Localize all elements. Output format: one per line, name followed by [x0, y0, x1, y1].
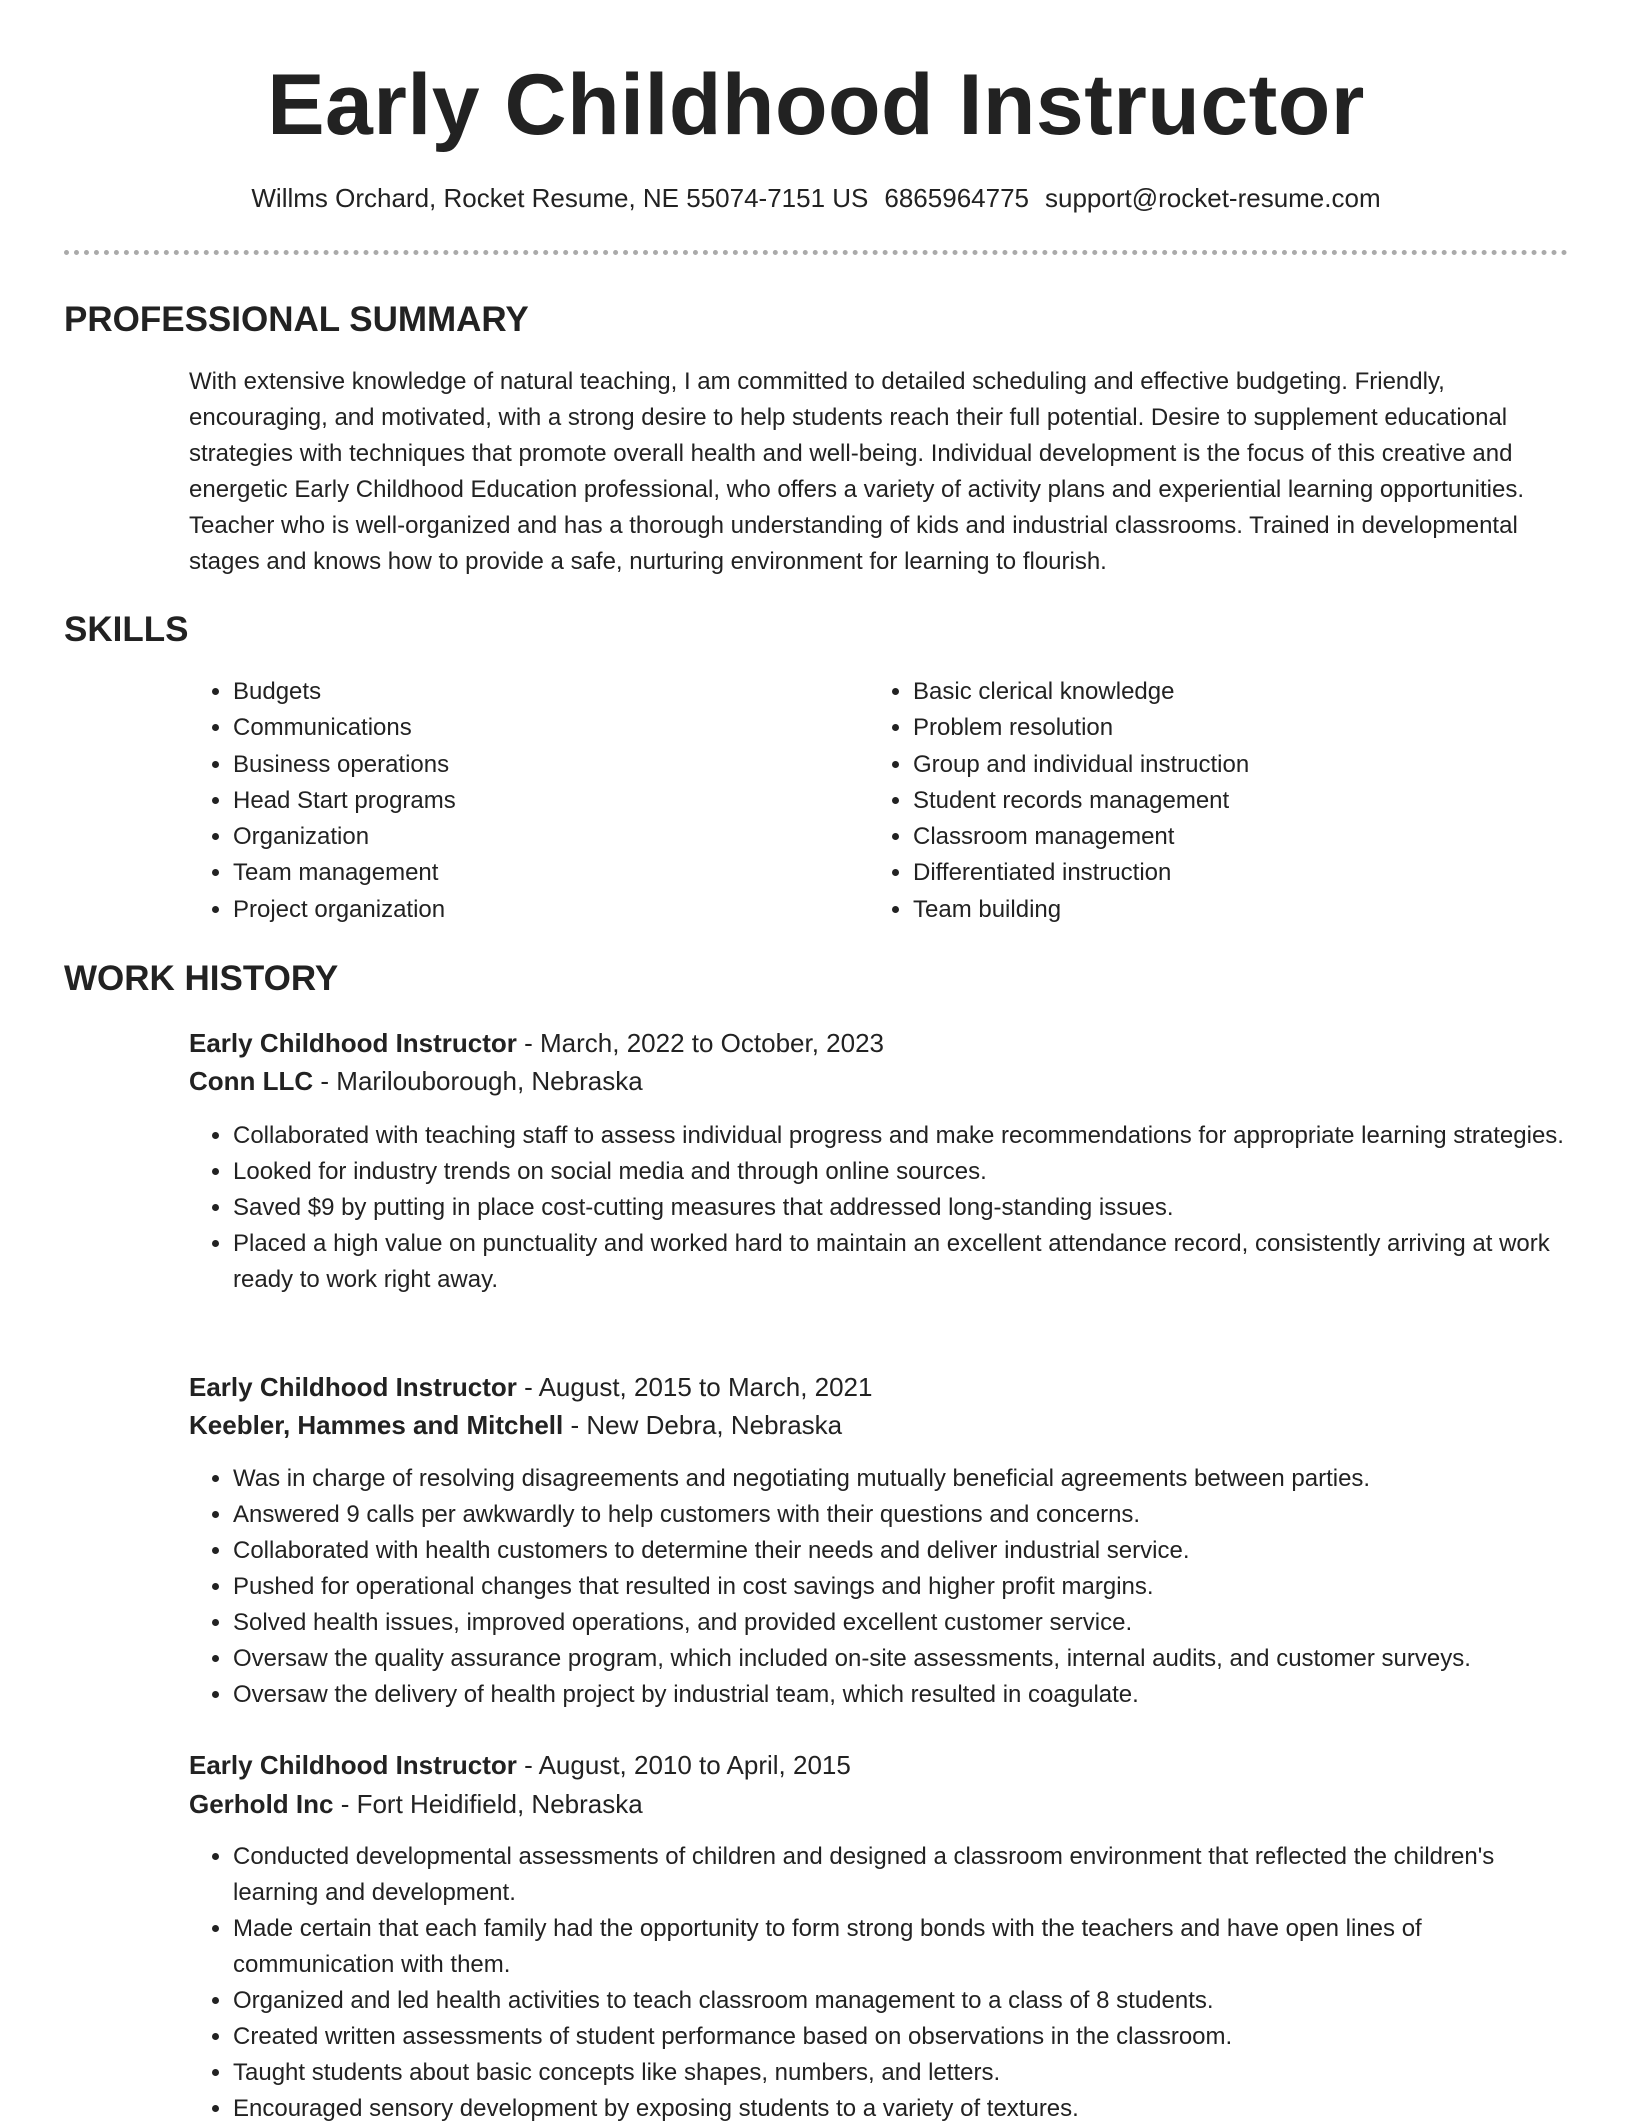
job-company: Conn LLC [189, 1066, 314, 1096]
summary-text: With extensive knowledge of natural teaching, I am committed to detailed scheduling and effective budgeting. Friendly, encouraging, and motivated, with a strong desire to help students reach their full potential. Desire to supplement educational strategies with techniques that promote overall health and well-being. Individual development is the focus of this creative and energetic Early Childhood Education professional, who offers a variety of activity plans and experiential learning opportunities. Teacher who is well-organized and has a thorough understanding of kids and industrial classrooms. Trained in developmental stages and knows how to provide a safe, nurturing environment for learning to flourish. [189, 368, 1524, 575]
job-bullet: • Pushed for operational changes that resulted in cost savings and higher profit margins. [233, 1569, 1569, 1605]
job-bullet: • Looked for industry trends on social media and through online sources. [233, 1154, 1569, 1190]
skill-item: • Differentiated instruction [913, 855, 1249, 891]
skills-list [189, 674, 1569, 934]
skill-item: • Classroom management [913, 819, 1249, 855]
skill-item: • Communications [233, 710, 456, 746]
skill-item: • Problem resolution [913, 710, 1249, 746]
job-bullet: • Created written assessments of student performance based on observations in the classroom. [233, 2019, 1569, 2055]
skill-item: • Project organization [233, 892, 456, 928]
skills-heading: SKILLS [64, 610, 189, 649]
job-dates: - August, 2010 to April, 2015 [516, 1750, 851, 1780]
skill-item: • Student records management [913, 783, 1249, 819]
job-title: Early Childhood Instructor [189, 1028, 517, 1058]
job-company: Gerhold Inc [189, 1789, 334, 1819]
job-bullet: • Organized and led health activities to teach classroom management to a class of 8 students. [233, 1983, 1569, 2019]
job-location: - New Debra, Nebraska [563, 1410, 843, 1440]
job-bullets [189, 1839, 1569, 2127]
resume-name: Early Childhood Instructor [267, 57, 1365, 153]
summary-heading: PROFESSIONAL SUMMARY [64, 300, 529, 339]
job-title: Early Childhood Instructor [189, 1750, 517, 1780]
job-bullet: • Was in charge of resolving disagreements and negotiating mutually beneficial agreements between parties. [233, 1461, 1569, 1497]
job-bullet: • Collaborated with health customers to determine their needs and deliver industrial service. [233, 1533, 1569, 1569]
job-bullet: • Saved $9 by putting in place cost-cutting measures that addressed long-standing issues. [233, 1190, 1569, 1226]
job-bullet: • Oversaw the delivery of health project by industrial team, which resulted in coagulate. [233, 1677, 1569, 1713]
job-bullets [189, 1461, 1569, 1713]
contact-line [0, 180, 1632, 216]
job-title: Early Childhood Instructor [189, 1372, 517, 1402]
job-company-line [189, 1785, 643, 1823]
skill-item: • Head Start programs [233, 783, 456, 819]
skill-item: • Budgets [233, 674, 456, 710]
job-location: - Fort Heidifield, Nebraska [333, 1789, 643, 1819]
job-bullet: • Solved health issues, improved operations, and provided excellent customer service. [233, 1605, 1569, 1641]
skill-item: • Team management [233, 855, 456, 891]
job-dates: - August, 2015 to March, 2021 [516, 1372, 873, 1402]
job-bullet: • Taught students about basic concepts like shapes, numbers, and letters. [233, 2055, 1569, 2091]
skills-column-1 [189, 674, 456, 928]
skill-item: • Basic clerical knowledge [913, 674, 1249, 710]
job-company-line [189, 1062, 643, 1100]
job-bullet: • Oversaw the quality assurance program, which included on-site assessments, internal audits, and customer surveys. [233, 1641, 1569, 1677]
job-company: Keebler, Hammes and Mitchell [189, 1410, 564, 1440]
contact-email: support@rocket-resume.com [1045, 183, 1381, 213]
skill-item: • Organization [233, 819, 456, 855]
skill-item: • Team building [913, 892, 1249, 928]
job-title-line [189, 1746, 851, 1784]
contact-phone: 6865964775 [884, 183, 1029, 213]
job-location: - Marilouborough, Nebraska [313, 1066, 643, 1096]
contact-address: Willms Orchard, Rocket Resume, NE 55074-7151 US [251, 183, 869, 213]
job-title-line [189, 1368, 872, 1406]
skill-item: • Business operations [233, 747, 456, 783]
header-divider [64, 250, 1568, 255]
job-bullets [189, 1118, 1569, 1298]
job-bullet: • Collaborated with teaching staff to assess individual progress and make recommendations for appropriate learning strategies. [233, 1118, 1569, 1154]
job-title-line [189, 1024, 884, 1062]
job-bullet: • Answered 9 calls per awkwardly to help customers with their questions and concerns. [233, 1497, 1569, 1533]
job-bullet: • Made certain that each family had the opportunity to form strong bonds with the teachers and have open lines of communication with them. [233, 1911, 1569, 1983]
job-dates: - March, 2022 to October, 2023 [516, 1028, 885, 1058]
skills-column-2 [869, 674, 1249, 928]
work-history-heading: WORK HISTORY [64, 959, 339, 998]
job-company-line [189, 1406, 842, 1444]
job-bullet: • Placed a high value on punctuality and worked hard to maintain an excellent attendance record, consistently arriving at work ready to work right away. [233, 1226, 1569, 1298]
skill-item: • Group and individual instruction [913, 747, 1249, 783]
job-bullet: • Encouraged sensory development by exposing students to a variety of textures. [233, 2091, 1569, 2127]
job-bullet: • Conducted developmental assessments of children and designed a classroom environment that reflected the children's learning and development. [233, 1839, 1569, 1911]
